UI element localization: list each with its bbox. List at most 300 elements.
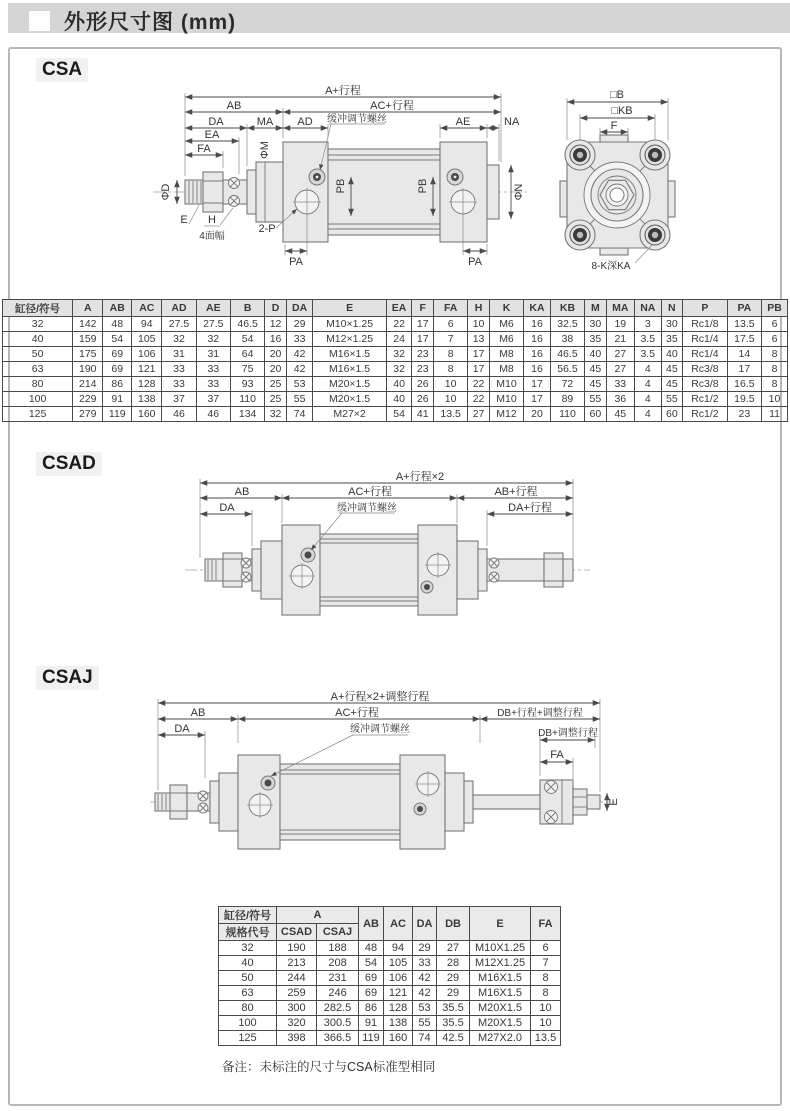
dim-label-phi-d: ΦD [160, 183, 172, 201]
dim-label-ab-stroke: AB+行程 [494, 486, 538, 498]
footnote: 备注：未标注的尺寸与CSA标准型相同 [222, 1060, 436, 1074]
csa-table-body [3, 317, 788, 422]
csa-dimensions-table [2, 299, 788, 422]
dim-label-ma: MA [256, 116, 274, 128]
table-cell: 16.5 [727, 377, 761, 392]
table-row [3, 347, 788, 362]
table-cell: M20×1.5 [313, 392, 386, 407]
table-cell: 4 [634, 392, 661, 407]
table-cell: 23 [412, 362, 434, 377]
column-header: CSAD [277, 924, 317, 941]
table-cell: M20×1.5 [313, 377, 386, 392]
table-cell: 50 [219, 971, 277, 986]
table-row [3, 392, 788, 407]
table-cell: 3.5 [634, 347, 661, 362]
table-cell: 142 [73, 317, 103, 332]
table-cell: 53 [413, 1001, 437, 1016]
column-header: FA [433, 300, 467, 317]
column-header: M [585, 300, 607, 317]
table-cell: 33 [606, 377, 634, 392]
table-cell: 17 [727, 362, 761, 377]
table-cell: 16 [265, 332, 287, 347]
column-header: AB [103, 300, 132, 317]
table-cell: Rc1/2 [683, 392, 728, 407]
table-cell: 94 [384, 941, 413, 956]
table-cell: M8 [489, 347, 523, 362]
column-header: N [661, 300, 683, 317]
table-cell: 50 [3, 347, 73, 362]
table-cell: 10 [531, 1001, 561, 1016]
table-cell: Rc1/8 [683, 317, 728, 332]
table-cell: M16X1.5 [470, 986, 531, 1001]
dim-label-ad: AD [297, 116, 313, 128]
table-cell: 17.5 [727, 332, 761, 347]
table-cell: 45 [606, 407, 634, 422]
table-cell: 33 [413, 956, 437, 971]
column-header: 缸径/符号 [219, 907, 277, 924]
column-header: DA [286, 300, 313, 317]
table-cell: 128 [132, 377, 162, 392]
table-cell: 22 [386, 317, 412, 332]
column-header: 缸径/符号 [3, 300, 73, 317]
table-cell: 32 [386, 347, 412, 362]
table-cell: 32.5 [550, 317, 584, 332]
table-cell: 188 [317, 941, 359, 956]
table-cell: 105 [132, 332, 162, 347]
table-cell: 25 [265, 377, 287, 392]
cushion-screw-label: 缓冲调节螺丝 [327, 114, 387, 125]
table-cell: 13 [468, 332, 490, 347]
table-cell: 54 [359, 956, 384, 971]
column-header: P [683, 300, 728, 317]
dim-label-da: DA [219, 502, 235, 514]
table-cell: 10 [468, 317, 490, 332]
table-cell: 46 [196, 407, 230, 422]
table-cell: Rc1/2 [683, 407, 728, 422]
dim-label-da-stroke: DA+行程 [508, 502, 552, 514]
column-header: KB [550, 300, 584, 317]
table-cell: 80 [219, 1001, 277, 1016]
table-cell: 6 [531, 941, 561, 956]
table-cell: 11 [762, 407, 788, 422]
table-cell: 60 [661, 407, 683, 422]
table-row [219, 956, 561, 971]
dim-label-ab: AB [226, 100, 242, 112]
table-cell: 279 [73, 407, 103, 422]
cushion-screw-label: 缓冲调节螺丝 [350, 724, 410, 735]
dim-label-f: F [610, 120, 618, 132]
wrench-flats-label: 4面幅 [199, 231, 225, 242]
table-cell: 27 [606, 347, 634, 362]
table-row [219, 1016, 561, 1031]
dim-label-fa: FA [197, 143, 211, 155]
table-cell: Rc1/4 [683, 332, 728, 347]
column-header: DB [437, 907, 470, 941]
table-cell: 23 [727, 407, 761, 422]
table-cell: 75 [230, 362, 264, 377]
table-cell: 53 [286, 377, 313, 392]
table-cell: 128 [384, 1001, 413, 1016]
table-cell: 26 [412, 392, 434, 407]
table-cell: M12X1.25 [470, 956, 531, 971]
section-label-csa: CSA [36, 58, 88, 82]
table-cell: 32 [3, 317, 73, 332]
table-cell: 45 [661, 362, 683, 377]
table-cell: M16×1.5 [313, 362, 386, 377]
table-cell: M27×2 [313, 407, 386, 422]
table-cell: 46.5 [230, 317, 264, 332]
table-cell: 208 [317, 956, 359, 971]
table-cell: 40 [3, 332, 73, 347]
table-cell: M27X2.0 [470, 1031, 531, 1046]
table-cell: 17 [524, 377, 551, 392]
dim-label-ab: AB [190, 707, 206, 719]
dim-label-ac-stroke: AC+行程 [370, 100, 414, 112]
table-cell: 55 [286, 392, 313, 407]
table-cell: 100 [3, 392, 73, 407]
table-cell: 13.5 [433, 407, 467, 422]
table-cell: 3 [634, 317, 661, 332]
csaj-drawing [125, 688, 670, 886]
table-cell: 8 [531, 971, 561, 986]
table-cell: 17 [468, 362, 490, 377]
table-cell: 25 [265, 392, 287, 407]
table-cell: 29 [286, 317, 313, 332]
table-cell: 45 [585, 362, 607, 377]
column-header: KA [524, 300, 551, 317]
table-cell: 20 [524, 407, 551, 422]
table-cell: 41 [412, 407, 434, 422]
table-cell: 28 [437, 956, 470, 971]
table-cell: 6 [762, 317, 788, 332]
table-cell: 22 [468, 392, 490, 407]
table-cell: 45 [661, 377, 683, 392]
table-cell: M6 [489, 317, 523, 332]
table-cell: 42.5 [437, 1031, 470, 1046]
table-cell: 42 [413, 986, 437, 1001]
table-row [3, 317, 788, 332]
table-cell: 13.5 [727, 317, 761, 332]
table-cell: 27 [606, 362, 634, 377]
csaj-cylinder-body [155, 755, 600, 849]
dim-label-kb: □KB [611, 105, 633, 117]
dim-label-pa: PA [468, 256, 482, 268]
port-label-2p: 2-P [258, 223, 276, 235]
column-header: F [412, 300, 434, 317]
table-cell: 282.5 [317, 1001, 359, 1016]
page-title: 外形尺寸图 (mm) [64, 11, 237, 34]
column-header: B [230, 300, 264, 317]
bolt-note-label: 8-K深KA [591, 261, 631, 272]
table-row [219, 941, 561, 956]
csaj-table-header [219, 907, 561, 941]
table-cell: 16 [524, 317, 551, 332]
table-cell: 246 [317, 986, 359, 1001]
table-cell: 69 [359, 971, 384, 986]
table-cell: 31 [196, 347, 230, 362]
dim-label-pa: PA [289, 256, 303, 268]
table-cell: 10 [433, 392, 467, 407]
table-cell: M20X1.5 [470, 1001, 531, 1016]
column-header: E [313, 300, 386, 317]
dim-label-a-total: A+行程×2+调整行程 [330, 691, 430, 703]
table-cell: 33 [196, 377, 230, 392]
dim-label-e: E [180, 214, 188, 226]
table-cell: 48 [359, 941, 384, 956]
table-cell: 55 [413, 1016, 437, 1031]
section-label-csad: CSAD [36, 452, 102, 476]
table-cell: 21 [606, 332, 634, 347]
table-cell: 36 [606, 392, 634, 407]
table-cell: 31 [162, 347, 196, 362]
dim-label-da: DA [174, 723, 190, 735]
column-header: K [489, 300, 523, 317]
column-header: EA [386, 300, 412, 317]
table-cell: 72 [550, 377, 584, 392]
table-cell: 214 [73, 377, 103, 392]
table-cell: 74 [286, 407, 313, 422]
dim-label-h: H [208, 214, 216, 226]
table-cell: 20 [265, 347, 287, 362]
column-header: AD [162, 300, 196, 317]
table-cell: 13.5 [531, 1031, 561, 1046]
table-cell: 74 [413, 1031, 437, 1046]
table-cell: 37 [162, 392, 196, 407]
table-cell: 27.5 [196, 317, 230, 332]
table-cell: 55 [585, 392, 607, 407]
table-cell: 19 [606, 317, 634, 332]
table-cell: 14 [727, 347, 761, 362]
dim-label-db-total: DB+行程+调整行程 [497, 708, 583, 719]
table-cell: 91 [103, 392, 132, 407]
dim-label-pb: PB [417, 178, 429, 194]
table-cell: 33 [162, 377, 196, 392]
dim-label-ab: AB [234, 486, 250, 498]
dim-label-e: E [608, 798, 620, 806]
table-cell: 64 [230, 347, 264, 362]
table-cell: 17 [412, 332, 434, 347]
table-cell: 35.5 [437, 1001, 470, 1016]
table-cell: 55 [661, 392, 683, 407]
table-cell: M10 [489, 377, 523, 392]
dim-label-fa: FA [550, 749, 564, 761]
table-cell: 160 [132, 407, 162, 422]
table-cell: 8 [433, 347, 467, 362]
table-cell: M20X1.5 [470, 1016, 531, 1031]
cushion-screw-label: 缓冲调节螺丝 [337, 503, 397, 514]
table-cell: M8 [489, 362, 523, 377]
column-header: AE [196, 300, 230, 317]
table-cell: 23 [412, 347, 434, 362]
table-cell: 60 [585, 407, 607, 422]
table-cell: 121 [384, 986, 413, 1001]
table-cell: 42 [286, 347, 313, 362]
table-cell: M16×1.5 [313, 347, 386, 362]
csad-drawing [130, 468, 670, 643]
table-row [3, 332, 788, 347]
table-cell: 100 [219, 1016, 277, 1031]
csa-end-view-drawing [545, 85, 720, 277]
table-cell: 32 [196, 332, 230, 347]
dim-label-ac-stroke: AC+行程 [348, 486, 392, 498]
table-cell: 160 [384, 1031, 413, 1046]
table-cell: M10 [489, 392, 523, 407]
table-cell: 63 [219, 986, 277, 1001]
table-cell: 22 [468, 377, 490, 392]
column-header: AC [384, 907, 413, 941]
table-cell: 69 [103, 362, 132, 377]
column-header: A [73, 300, 103, 317]
title-square-icon [29, 11, 50, 31]
table-cell: 93 [230, 377, 264, 392]
table-cell: 3.5 [634, 332, 661, 347]
table-cell: 33 [162, 362, 196, 377]
column-header: E [470, 907, 531, 941]
table-cell: Rc1/4 [683, 347, 728, 362]
table-cell: 8 [531, 986, 561, 1001]
table-cell: Rc3/8 [683, 377, 728, 392]
table-cell: 213 [277, 956, 317, 971]
table-cell: 20 [265, 362, 287, 377]
table-cell: 110 [550, 407, 584, 422]
table-cell: 119 [103, 407, 132, 422]
table-row [219, 986, 561, 1001]
table-cell: 398 [277, 1031, 317, 1046]
dim-label-ae: AE [455, 116, 471, 128]
csa-end-body [560, 135, 675, 272]
table-cell: 119 [359, 1031, 384, 1046]
table-cell: 300.5 [317, 1016, 359, 1031]
csaj-table-body [219, 941, 561, 1046]
table-cell: 37 [196, 392, 230, 407]
table-cell: 244 [277, 971, 317, 986]
table-cell: 138 [132, 392, 162, 407]
csa-side-view-drawing [95, 82, 540, 280]
table-cell: 46.5 [550, 347, 584, 362]
table-cell: 24 [386, 332, 412, 347]
table-cell: 16 [524, 347, 551, 362]
column-header: NA [634, 300, 661, 317]
column-header: 规格代号 [219, 924, 277, 941]
table-cell: 121 [132, 362, 162, 377]
table-cell: 91 [359, 1016, 384, 1031]
table-cell: 94 [132, 317, 162, 332]
table-cell: 40 [386, 392, 412, 407]
table-cell: 69 [359, 986, 384, 1001]
table-cell: M10×1.25 [313, 317, 386, 332]
table-cell: 10 [531, 1016, 561, 1031]
table-cell: M6 [489, 332, 523, 347]
table-cell: 30 [661, 317, 683, 332]
table-cell: 10 [433, 377, 467, 392]
table-cell: M12 [489, 407, 523, 422]
table-row [219, 1001, 561, 1016]
table-cell: 63 [3, 362, 73, 377]
column-header: PB [762, 300, 788, 317]
table-cell: 42 [286, 362, 313, 377]
column-header: MA [606, 300, 634, 317]
column-header: H [468, 300, 490, 317]
table-cell: 33 [196, 362, 230, 377]
table-cell: 134 [230, 407, 264, 422]
dim-label-a-stroke: A+行程 [325, 85, 361, 97]
table-cell: 7 [531, 956, 561, 971]
dim-label-pb: PB [335, 178, 347, 194]
table-cell: Rc3/8 [683, 362, 728, 377]
table-cell: 48 [103, 317, 132, 332]
table-cell: 42 [413, 971, 437, 986]
table-cell: 12 [265, 317, 287, 332]
table-row [219, 1031, 561, 1046]
section-label-csaj: CSAJ [36, 666, 99, 690]
table-cell: 40 [661, 347, 683, 362]
table-cell: 159 [73, 332, 103, 347]
column-header: A [277, 907, 359, 924]
table-cell: 10 [762, 392, 788, 407]
table-cell: 138 [384, 1016, 413, 1031]
title-bar [8, 3, 790, 33]
table-cell: 229 [73, 392, 103, 407]
table-cell: 32 [265, 407, 287, 422]
dim-label-da: DA [208, 116, 224, 128]
table-cell: 106 [132, 347, 162, 362]
table-cell: 8 [762, 347, 788, 362]
column-header: FA [531, 907, 561, 941]
table-cell: 8 [433, 362, 467, 377]
table-cell: 125 [3, 407, 73, 422]
table-cell: 35 [661, 332, 683, 347]
dim-label-db-adj: DB+调整行程 [538, 728, 598, 739]
column-header: AB [359, 907, 384, 941]
table-cell: 86 [103, 377, 132, 392]
table-cell: 190 [277, 941, 317, 956]
table-cell: 16 [524, 362, 551, 377]
column-header: DA [413, 907, 437, 941]
table-cell: 8 [762, 362, 788, 377]
table-cell: M12×1.25 [313, 332, 386, 347]
table-cell: 30 [585, 317, 607, 332]
table-cell: 259 [277, 986, 317, 1001]
table-cell: 29 [413, 941, 437, 956]
table-cell: 17 [524, 392, 551, 407]
table-row [3, 407, 788, 422]
table-cell: 105 [384, 956, 413, 971]
table-cell: 231 [317, 971, 359, 986]
table-cell: 6 [433, 317, 467, 332]
table-row [3, 362, 788, 377]
table-cell: 110 [230, 392, 264, 407]
table-cell: 32 [386, 362, 412, 377]
dim-label-phi-n: ΦN [513, 183, 525, 201]
column-header: AC [132, 300, 162, 317]
csa-table-header [3, 300, 788, 317]
table-cell: 190 [73, 362, 103, 377]
table-cell: 175 [73, 347, 103, 362]
dim-label-b: □B [610, 89, 624, 101]
table-cell: 45 [585, 377, 607, 392]
table-cell: 26 [412, 377, 434, 392]
table-cell: 54 [386, 407, 412, 422]
dim-label-phi-m: ΦM [259, 141, 271, 159]
table-cell: 86 [359, 1001, 384, 1016]
table-cell: 6 [762, 332, 788, 347]
column-header: CSAJ [317, 924, 359, 941]
table-cell: 35.5 [437, 1016, 470, 1031]
table-cell: 4 [634, 377, 661, 392]
column-header: PA [727, 300, 761, 317]
table-cell: 16 [524, 332, 551, 347]
table-row [219, 971, 561, 986]
